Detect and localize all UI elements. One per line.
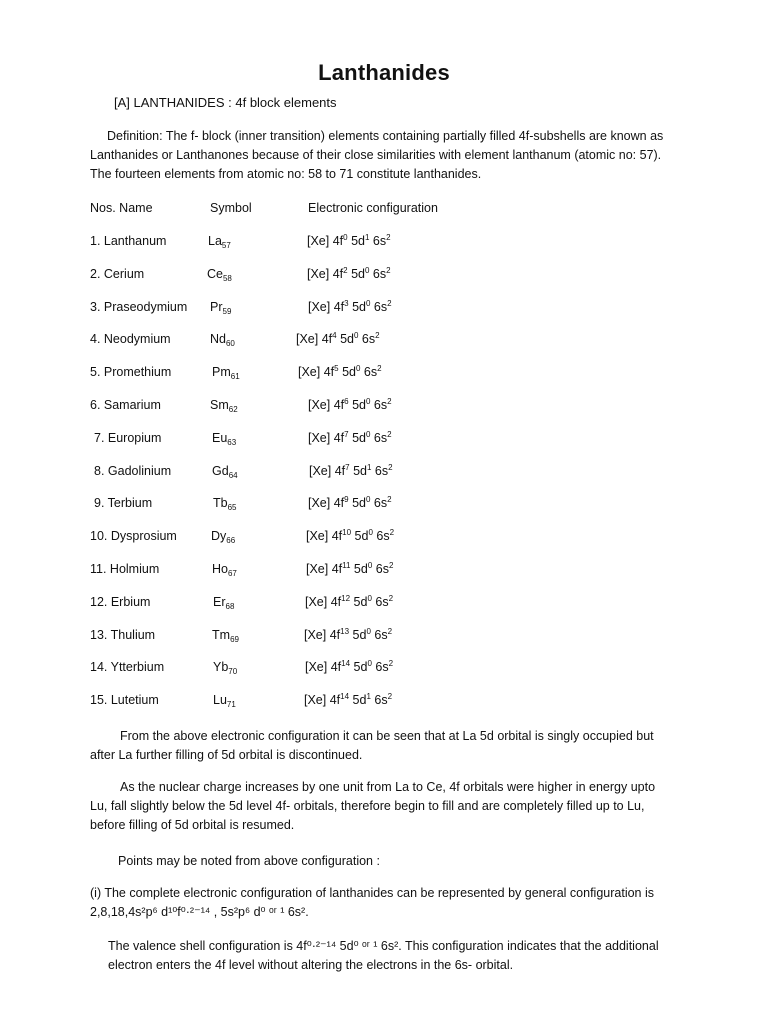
orbital-electron-count: 0 <box>355 364 361 374</box>
element-name: 13. Thulium <box>90 627 156 642</box>
electronic-configuration: [Xe] $4f^7$ $5d^1$ $6s^2$ <box>309 462 393 478</box>
orbital-electron-count: 2 <box>387 626 393 636</box>
element-name: 12. Erbium <box>90 594 151 609</box>
atomic-number: 65 <box>227 503 237 513</box>
element-row <box>0 529 768 551</box>
valence-paragraph <box>108 937 680 975</box>
electronic-configuration: [Xe] $4f^9$ $5d^0$ $6s^2$ <box>308 495 392 511</box>
electronic-configuration: [Xe] $4f^7$ $5d^0$ $6s^2$ <box>308 429 392 445</box>
atomic-number: 69 <box>230 634 239 644</box>
element-row <box>0 562 768 584</box>
element-row <box>0 398 768 420</box>
orbital-electron-count: 2 <box>389 528 395 538</box>
atomic-number: 64 <box>228 470 238 480</box>
element-name: 7. Europium <box>94 430 162 445</box>
element-row <box>0 595 768 617</box>
element-name: 1. Lanthanum <box>90 234 167 248</box>
orbital-electron-count: 0 <box>365 429 371 439</box>
electronic-configuration: [Xe] $4f^0$ $5d^1$ $6s^2$ <box>307 233 391 248</box>
element-name: 6. Samarium <box>90 398 161 412</box>
orbital-electron-count: 0 <box>364 265 370 275</box>
orbital-electron-count: 0 <box>343 233 348 242</box>
orbital-electron-count: 5 <box>334 364 339 374</box>
element-name: 11. Holmium <box>90 562 160 576</box>
orbital-electron-count: 2 <box>377 364 382 374</box>
orbital-electron-count: 2 <box>386 265 391 275</box>
orbital-electron-count: 0 <box>365 495 371 505</box>
element-name: 4. Neodymium <box>90 332 171 347</box>
orbital-electron-count: 1 <box>366 692 371 702</box>
orbital-electron-count: 0 <box>353 331 359 341</box>
text-line: 2,8,18,4s²p⁶ d¹⁰f⁰·²⁻¹⁴ , 5s²p⁶ d⁰ ᵒʳ ¹ 6s². <box>90 905 309 919</box>
orbital-electron-count: 2 <box>387 692 393 702</box>
orbital-electron-count: 2 <box>386 233 391 242</box>
element-name: 15. Lutetium <box>90 693 159 708</box>
element-row <box>0 496 768 518</box>
electronic-configuration: [Xe] $4f^{13}$ $5d^0$ $6s^2$ <box>304 626 393 642</box>
element-symbol: $Tm_{69}$ <box>212 627 239 644</box>
element-row <box>0 693 768 715</box>
orbital-electron-count: 12 <box>341 593 351 603</box>
text-line: after La further filling of 5d orbital is discontinued. <box>90 748 363 762</box>
atomic-number: 71 <box>226 700 236 710</box>
element-row <box>0 660 768 682</box>
element-row <box>0 628 768 650</box>
orbital-electron-count: 0 <box>367 561 373 570</box>
element-name: 9. Terbium <box>94 496 153 511</box>
orbital-electron-count: 2 <box>388 462 393 472</box>
text-line: (i) The complete electronic configuration of lanthanides can be represented by general configuration is <box>90 886 654 900</box>
atomic-number: 66 <box>226 536 236 546</box>
orbital-electron-count: 6 <box>344 397 349 406</box>
electronic-configuration: [Xe] $4f^6$ $5d^0$ $6s^2$ <box>308 397 392 412</box>
orbital-electron-count: 0 <box>368 528 373 538</box>
text-line: As the nuclear charge increases by one unit from La to Ce, 4f orbitals were higher in energy upto <box>120 780 656 794</box>
element-row <box>0 431 768 453</box>
element-symbol: $Gd_{64}$ <box>212 463 238 480</box>
orbital-electron-count: 2 <box>387 429 392 439</box>
electronic-configuration: [Xe] $4f^{11}$ $5d^0$ $6s^2$ <box>306 561 394 576</box>
electronic-configuration: [Xe] $4f^2$ $5d^0$ $6s^2$ <box>307 265 391 281</box>
element-row <box>0 365 768 387</box>
electronic-configuration: [Xe] $4f^4$ $5d^0$ $6s^2$ <box>296 331 380 347</box>
orbital-electron-count: 14 <box>341 659 351 669</box>
atomic-number: 57 <box>221 241 231 250</box>
element-symbol: $Ho_{67}$ <box>212 562 237 578</box>
orbital-electron-count: 3 <box>344 298 349 308</box>
atomic-number: 68 <box>225 601 235 611</box>
atomic-number: 70 <box>228 667 238 677</box>
orbital-electron-count: 2 <box>387 298 392 308</box>
point-one <box>90 884 680 922</box>
electronic-configuration: [Xe] $4f^5$ $5d^0$ $6s^2$ <box>298 364 382 380</box>
atomic-number: 62 <box>228 405 238 414</box>
header-config: Electronic configuration <box>308 201 438 215</box>
element-row <box>0 464 768 486</box>
orbital-electron-count: 2 <box>388 593 394 603</box>
element-name: 3. Praseodymium <box>90 299 188 314</box>
electronic-configuration: [Xe] $4f^{14}$ $5d^0$ $6s^2$ <box>305 659 394 675</box>
atomic-number: 61 <box>230 372 240 382</box>
definition-line: The fourteen elements from atomic no: 58 to 71 constitute lanthanides. <box>90 167 482 181</box>
element-symbol: $Er_{68}$ <box>213 594 235 611</box>
text-line: Lu, fall slightly below the 5d level 4f- orbitals, therefore begin to fill and are completely filled up to Lu, <box>90 799 645 813</box>
text-line: electron enters the 4f level without altering the electrons in the 6s- orbital. <box>108 958 514 972</box>
element-symbol: $Pr_{59}$ <box>210 299 232 316</box>
header-symbol: Symbol <box>210 201 252 215</box>
section-subheading: [A] LANTHANIDES : 4f block elements <box>114 95 337 110</box>
header-nos-name: Nos. Name <box>90 201 153 215</box>
orbital-electron-count: 2 <box>375 331 380 341</box>
element-row <box>0 267 768 289</box>
points-intro: Points may be noted from above configuration : <box>118 854 380 868</box>
paragraph-above-config <box>90 727 680 765</box>
element-symbol: $Nd_{60}$ <box>210 332 235 349</box>
orbital-electron-count: 0 <box>366 626 371 636</box>
orbital-electron-count: 9 <box>344 495 349 505</box>
element-name: 14. Ytterbium <box>90 660 165 675</box>
orbital-electron-count: 2 <box>343 265 348 275</box>
electronic-configuration: [Xe] $4f^3$ $5d^0$ $6s^2$ <box>308 298 392 314</box>
paragraph-nuclear-charge <box>90 778 680 835</box>
orbital-electron-count: 0 <box>367 593 372 603</box>
orbital-electron-count: 2 <box>388 659 394 669</box>
electronic-configuration: [Xe] $4f^{10}$ $5d^0$ $6s^2$ <box>306 528 395 544</box>
orbital-electron-count: 2 <box>388 561 394 570</box>
element-row <box>0 332 768 354</box>
orbital-electron-count: 4 <box>332 331 337 341</box>
element-symbol: $La_{57}$ <box>208 234 231 250</box>
orbital-electron-count: 10 <box>342 528 352 538</box>
element-symbol: $Ce_{58}$ <box>207 266 232 283</box>
element-symbol: $Dy_{66}$ <box>211 529 236 546</box>
text-line: The valence shell configuration is 4f⁰·²⁻¹⁴ 5d⁰ ᵒʳ ¹ 6s². This configuration indicates that the additional <box>108 939 659 953</box>
orbital-electron-count: 1 <box>366 462 372 472</box>
element-name: 2. Cerium <box>90 266 145 281</box>
element-name: 8. Gadolinium <box>94 463 172 478</box>
element-symbol: $Lu_{71}$ <box>213 693 236 710</box>
orbital-electron-count: 2 <box>387 397 392 406</box>
element-name: 5. Promethium <box>90 365 172 380</box>
orbital-electron-count: 0 <box>367 659 372 669</box>
atomic-number: 60 <box>225 339 235 349</box>
definition-line: Definition: The f- block (inner transition) elements containing partially filled 4f-subshells are known as <box>107 129 664 143</box>
text-line: From the above electronic configuration it can be seen that at La 5d orbital is singly occupied but <box>120 729 654 743</box>
element-row <box>0 300 768 322</box>
orbital-electron-count: 7 <box>344 429 349 439</box>
element-symbol: $Yb_{70}$ <box>213 660 238 677</box>
orbital-electron-count: 0 <box>365 298 371 308</box>
atomic-number: 67 <box>227 569 237 578</box>
electronic-configuration: [Xe] $4f^{14}$ $5d^1$ $6s^2$ <box>304 692 393 708</box>
element-symbol: $Sm_{62}$ <box>210 398 238 414</box>
orbital-electron-count: 13 <box>340 626 350 636</box>
element-symbol: $Eu_{63}$ <box>212 430 237 447</box>
orbital-electron-count: 7 <box>345 462 350 472</box>
element-symbol: $Pm_{61}$ <box>212 365 240 382</box>
element-name: 10. Dysprosium <box>90 529 177 544</box>
orbital-electron-count: 11 <box>342 561 351 570</box>
element-symbol: $Tb_{65}$ <box>213 496 237 513</box>
definition-line: Lanthanides or Lanthanones because of their close similarities with element lanthanum (atomic no: 57). <box>90 148 662 162</box>
element-row <box>0 234 768 256</box>
orbital-electron-count: 0 <box>365 397 371 406</box>
atomic-number: 63 <box>227 437 237 447</box>
definition-paragraph <box>90 127 680 184</box>
atomic-number: 59 <box>222 306 232 316</box>
page-title: Lanthanides <box>318 60 450 85</box>
orbital-electron-count: 14 <box>340 692 350 702</box>
orbital-electron-count: 1 <box>364 233 370 242</box>
atomic-number: 58 <box>222 273 232 283</box>
text-line: before filling of 5d orbital is resumed. <box>90 818 295 832</box>
electronic-configuration: [Xe] $4f^{12}$ $5d^0$ $6s^2$ <box>305 593 394 609</box>
orbital-electron-count: 2 <box>387 495 392 505</box>
